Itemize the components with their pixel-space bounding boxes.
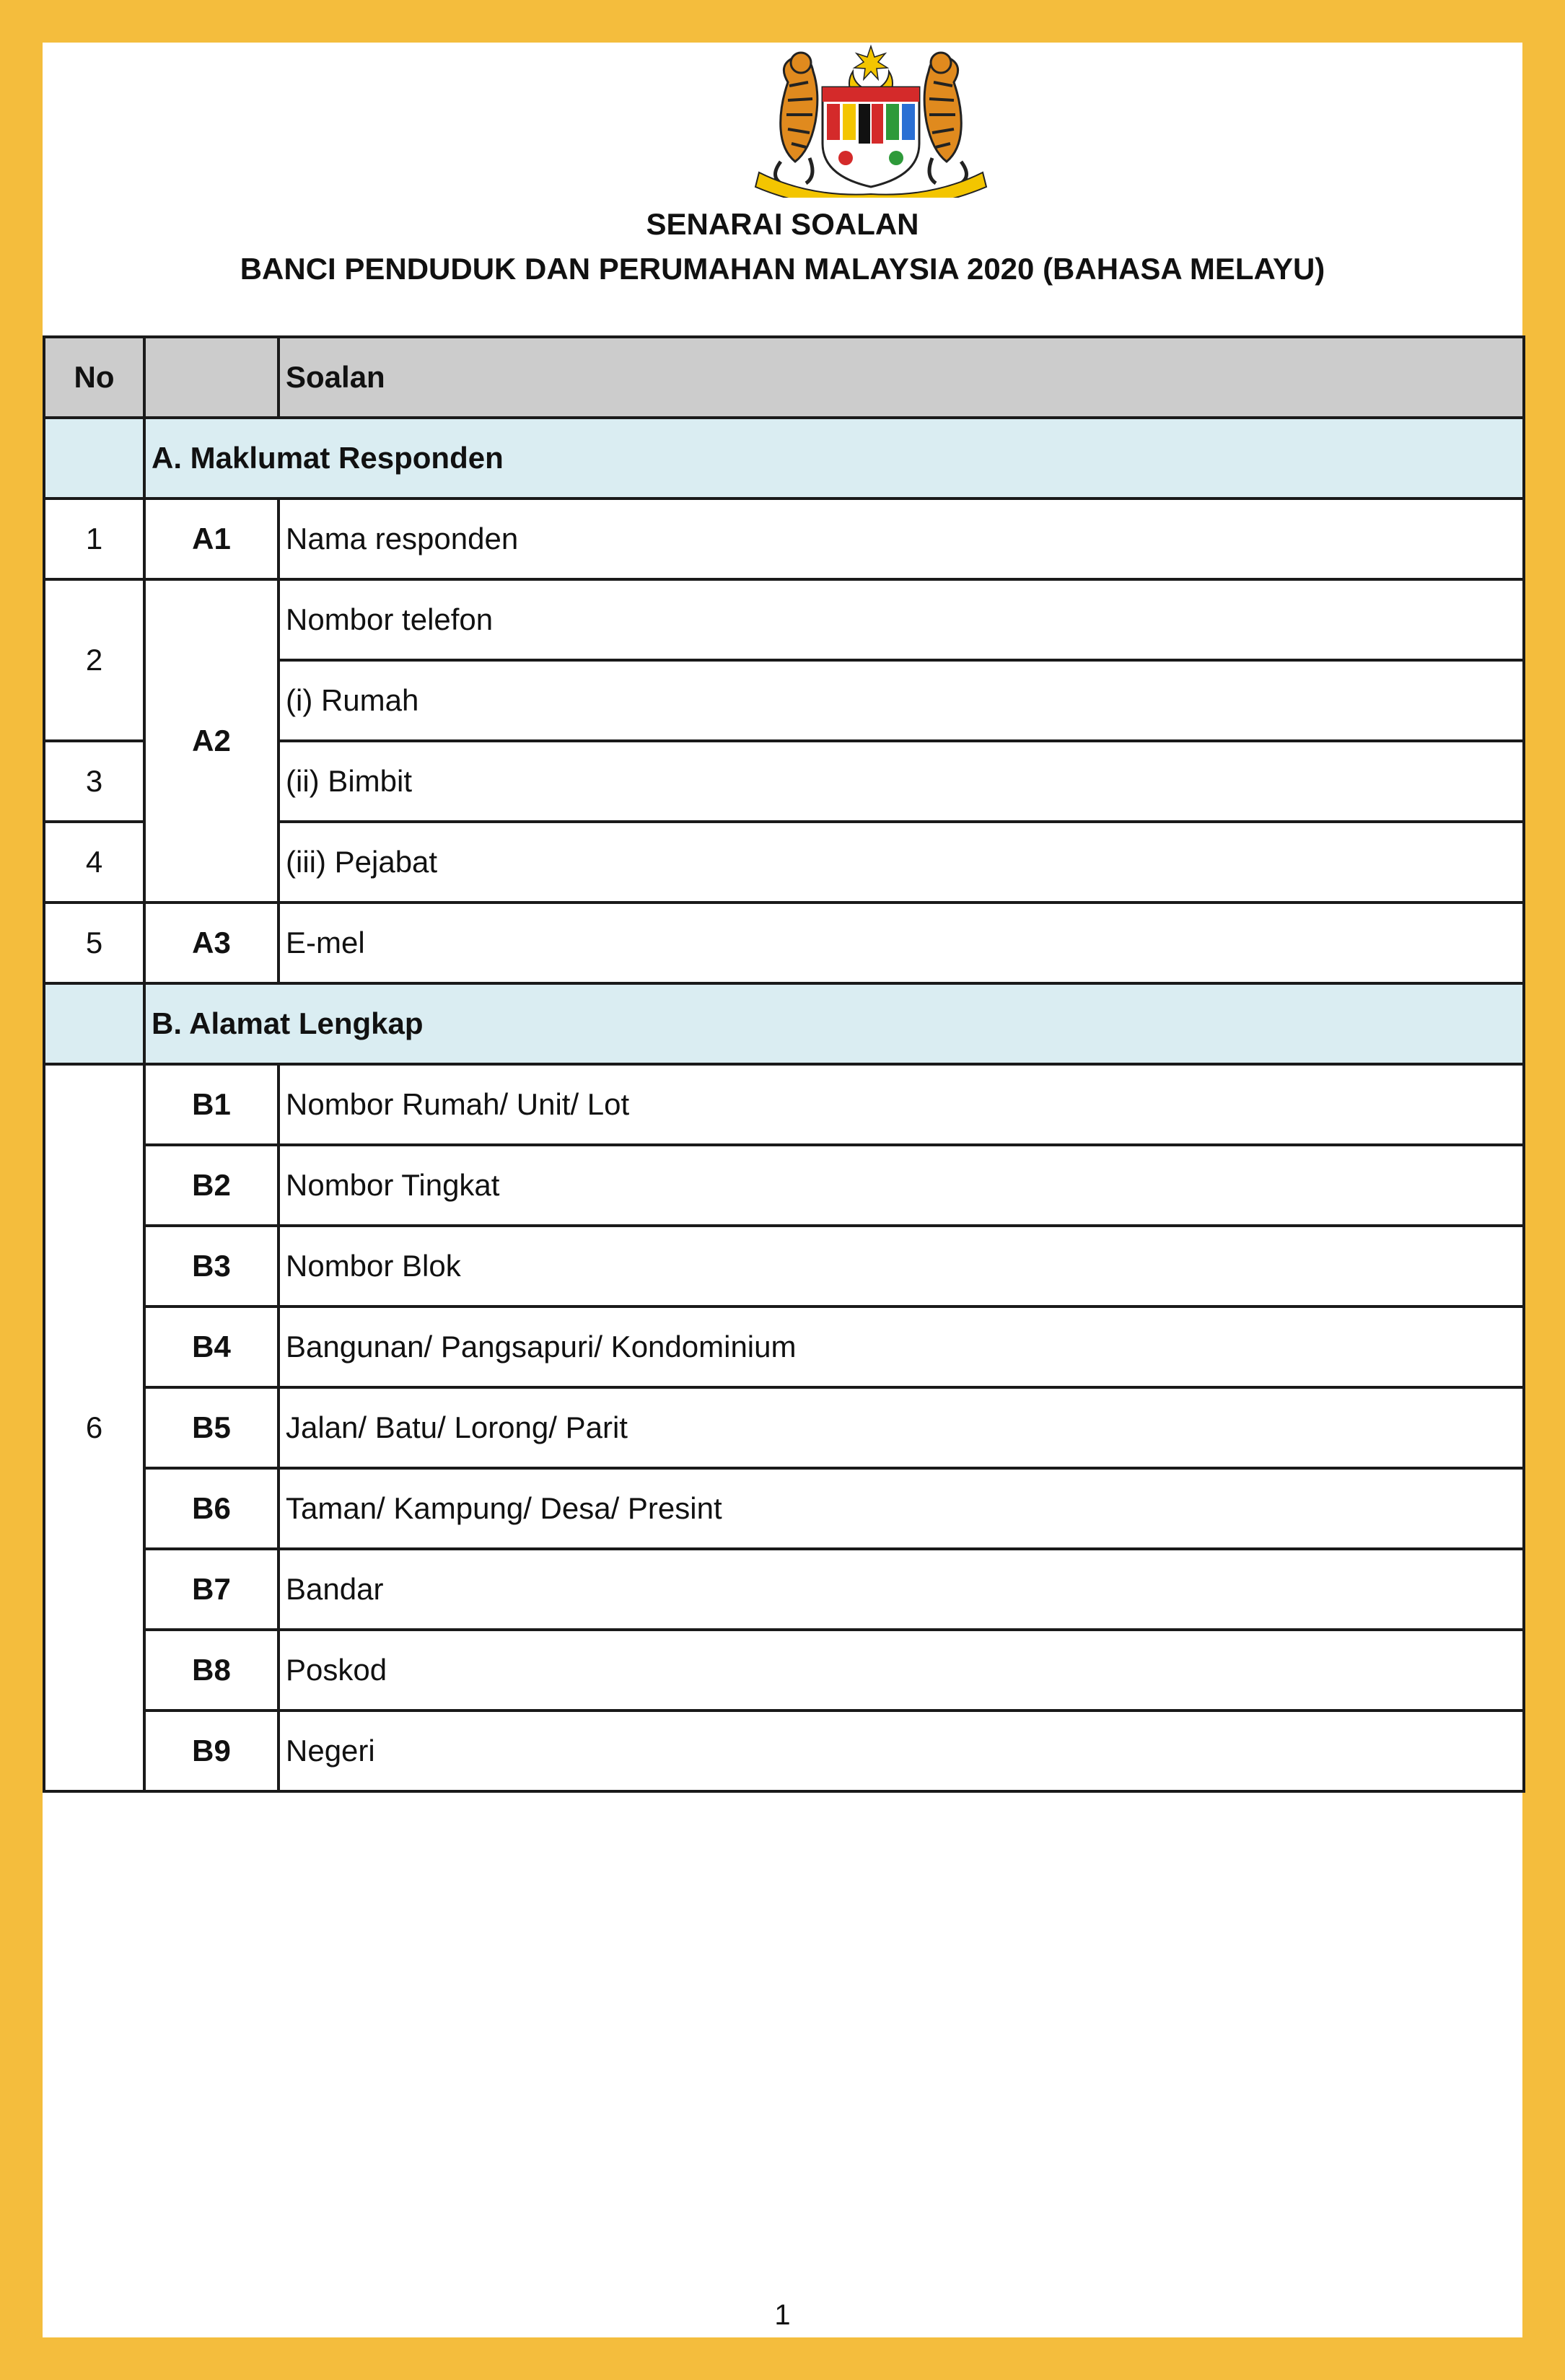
table-row — [44, 1549, 1524, 1630]
row-no: 2 — [44, 579, 144, 741]
header-code — [144, 337, 279, 418]
row-no: 5 — [44, 903, 144, 983]
right-tiger — [924, 53, 966, 183]
row-code: A1 — [144, 499, 279, 579]
table-row — [44, 1468, 1524, 1549]
table-row — [44, 579, 1524, 660]
row-code: B2 — [144, 1145, 279, 1226]
section-no-blank — [44, 418, 144, 499]
row-question: Jalan/ Batu/ Lorong/ Parit — [279, 1387, 1524, 1468]
row-question: Bandar — [279, 1549, 1524, 1630]
header-question: Soalan — [279, 337, 1524, 418]
table-row — [44, 903, 1524, 983]
row-code: B1 — [144, 1064, 279, 1145]
question-table — [43, 335, 1525, 1793]
section-title-b: B. Alamat Lengkap — [144, 983, 1524, 1064]
table-header-row — [44, 337, 1524, 418]
row-code: B7 — [144, 1549, 279, 1630]
row-code: B3 — [144, 1226, 279, 1307]
table-row — [44, 1630, 1524, 1711]
row-code: B8 — [144, 1630, 279, 1711]
row-no: 4 — [44, 822, 144, 903]
table-row — [44, 1307, 1524, 1387]
row-code: B6 — [144, 1468, 279, 1549]
section-row-b — [44, 983, 1524, 1064]
section-row-a — [44, 418, 1524, 499]
row-no: 6 — [44, 1064, 144, 1791]
row-code: A3 — [144, 903, 279, 983]
row-code: B4 — [144, 1307, 279, 1387]
row-question: Nombor Blok — [279, 1226, 1524, 1307]
document-title: SENARAI SOALAN — [646, 207, 919, 241]
document-page — [43, 43, 1522, 2337]
table-row — [44, 1711, 1524, 1791]
table-row — [44, 1226, 1524, 1307]
row-no: 3 — [44, 741, 144, 822]
coat-of-arms-crest-icon — [737, 43, 1004, 198]
table-row — [44, 499, 1524, 579]
shield — [823, 87, 919, 187]
row-question: Taman/ Kampung/ Desa/ Presint — [279, 1468, 1524, 1549]
page-number: 1 — [774, 2299, 791, 2331]
row-question: E-mel — [279, 903, 1524, 983]
table-row — [44, 1387, 1524, 1468]
document-subtitle: BANCI PENDUDUK DAN PERUMAHAN MALAYSIA 2020 (BAHASA MELAYU) — [240, 252, 1325, 286]
row-question: Poskod — [279, 1630, 1524, 1711]
row-question: Nombor telefon — [279, 579, 1524, 660]
section-no-blank — [44, 983, 144, 1064]
row-question: Nombor Rumah/ Unit/ Lot — [279, 1064, 1524, 1145]
row-question: Nama responden — [279, 499, 1524, 579]
section-title-a: A. Maklumat Responden — [144, 418, 1524, 499]
row-code: B9 — [144, 1711, 279, 1791]
row-question: (ii) Bimbit — [279, 741, 1524, 822]
row-question: Bangunan/ Pangsapuri/ Kondominium — [279, 1307, 1524, 1387]
table-row — [44, 1064, 1524, 1145]
row-code: A2 — [144, 579, 279, 903]
row-no: 1 — [44, 499, 144, 579]
left-tiger — [776, 53, 817, 183]
header-no: No — [44, 337, 144, 418]
row-question: (i) Rumah — [279, 660, 1524, 741]
row-question: Negeri — [279, 1711, 1524, 1791]
row-question: (iii) Pejabat — [279, 822, 1524, 903]
row-question: Nombor Tingkat — [279, 1145, 1524, 1226]
row-code: B5 — [144, 1387, 279, 1468]
table-row — [44, 1145, 1524, 1226]
